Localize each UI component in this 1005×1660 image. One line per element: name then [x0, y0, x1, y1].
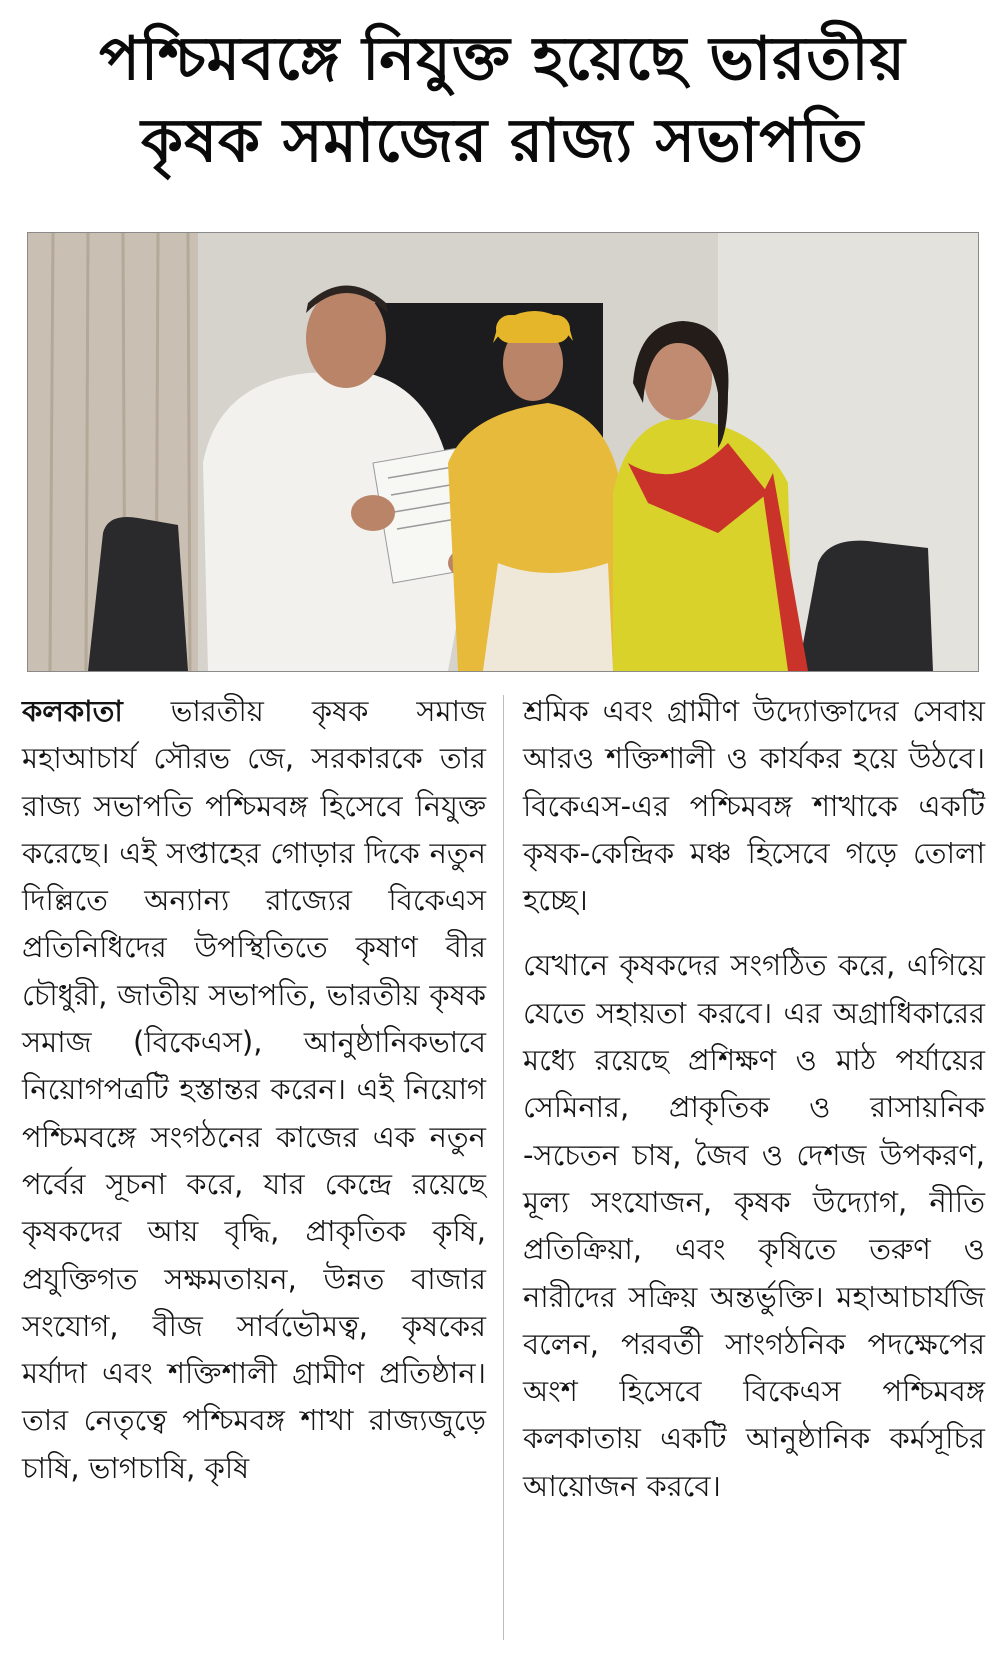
photo-chair-left	[88, 517, 188, 671]
article-left-body: ভারতীয় কৃষক সমাজ মহাআচার্য সৌরভ জে, সরকারকে তার রাজ্য সভাপতি পশ্চিমবঙ্গ হিসেবে নিযুক্ত করেছে। এই সপ্তাহের গোড়ার দিকে নতুন দিল্লিতে অন্যান্য রাজ্যের বিকেএস প্রতিনিধিদের উপস্থিতিতে কৃষাণ বীর চৌধুরী, জাতীয় সভাপতি, ভারতীয় কৃষক সমাজ (বিকেএস), আনুষ্ঠানিকভাবে নিয়োগপত্রটি হস্তান্তর করেন। এই নিয়োগ পশ্চিমবঙ্গে সংগঠনের কাজের এক নতুন পর্বের সূচনা করে, যার কেন্দ্রে রয়েছে কৃষকদের আয় বৃদ্ধি, প্রাকৃতিক কৃষি, প্রযুক্তিগত সক্ষমতায়ন, উন্নত বাজার সংযোগ, বীজ সার্বভৌমত্ব, কৃষকের মর্যাদা এবং শক্তিশালী গ্রামীণ প্রতিষ্ঠান। তার নেতৃত্বে পশ্চিমবঙ্গ শাখা রাজ্যজুড়ে চাষি, ভাগচাষি, কৃষি	[22, 694, 486, 1485]
headline-line-1: পশ্চিমবঙ্গে নিযুক্ত হয়েছে ভারতীয়	[99, 24, 906, 94]
article-paragraph-right-2: যেখানে কৃষকদের সংগঠিত করে, এগিয়ে যেতে সহায়তা করবে। এর অগ্রাধিকারের মধ্যে রয়েছে প্রশিক্ষণ ও মাঠ পর্যায়ের সেমিনার, প্রাকৃতিক ও রাসায়নিক -সচেতন চাষ, জৈব ও দেশজ উপকরণ, মূল্য সংযোজন, কৃষক উদ্যোগ, নীতি প্রতিক্রিয়া, এবং কৃষিতে তরুণ ও নারীদের সক্রিয় অন্তর্ভুক্তি। মহাআচার্যজি বলেন, পরবর্তী সাংগঠনিক পদক্ষেপের অংশ হিসেবে বিকেএস পশ্চিমবঙ্গ কলকাতায় একটি আনুষ্ঠানিক কর্মসূচির আয়োজন করবে।	[523, 948, 985, 1503]
article-column-left	[22, 688, 486, 1510]
article-paragraph	[22, 688, 486, 1492]
column-divider	[503, 695, 504, 1640]
headline-line-2: কৃষক সমাজের রাজ্য সভাপতি	[141, 106, 864, 176]
photo-illustration	[28, 233, 978, 671]
photo-woman-body	[613, 418, 793, 671]
article-paragraph-right-1: শ্রমিক এবং গ্রামীণ উদ্যোক্তাদের সেবায় আরও শক্তিশালী ও কার্যকর হয়ে উঠবে। বিকেএস-এর পশ্চিমবঙ্গ শাখাকে একটি কৃষক-কেন্দ্রিক মঞ্চ হিসেবে গড়ে তোলা হচ্ছে।	[523, 694, 985, 918]
dateline: কলকাতা	[22, 694, 123, 728]
headline	[20, 18, 985, 182]
news-photo	[27, 232, 979, 672]
photo-man-white-head	[306, 288, 386, 388]
article-column-right	[523, 688, 985, 1528]
